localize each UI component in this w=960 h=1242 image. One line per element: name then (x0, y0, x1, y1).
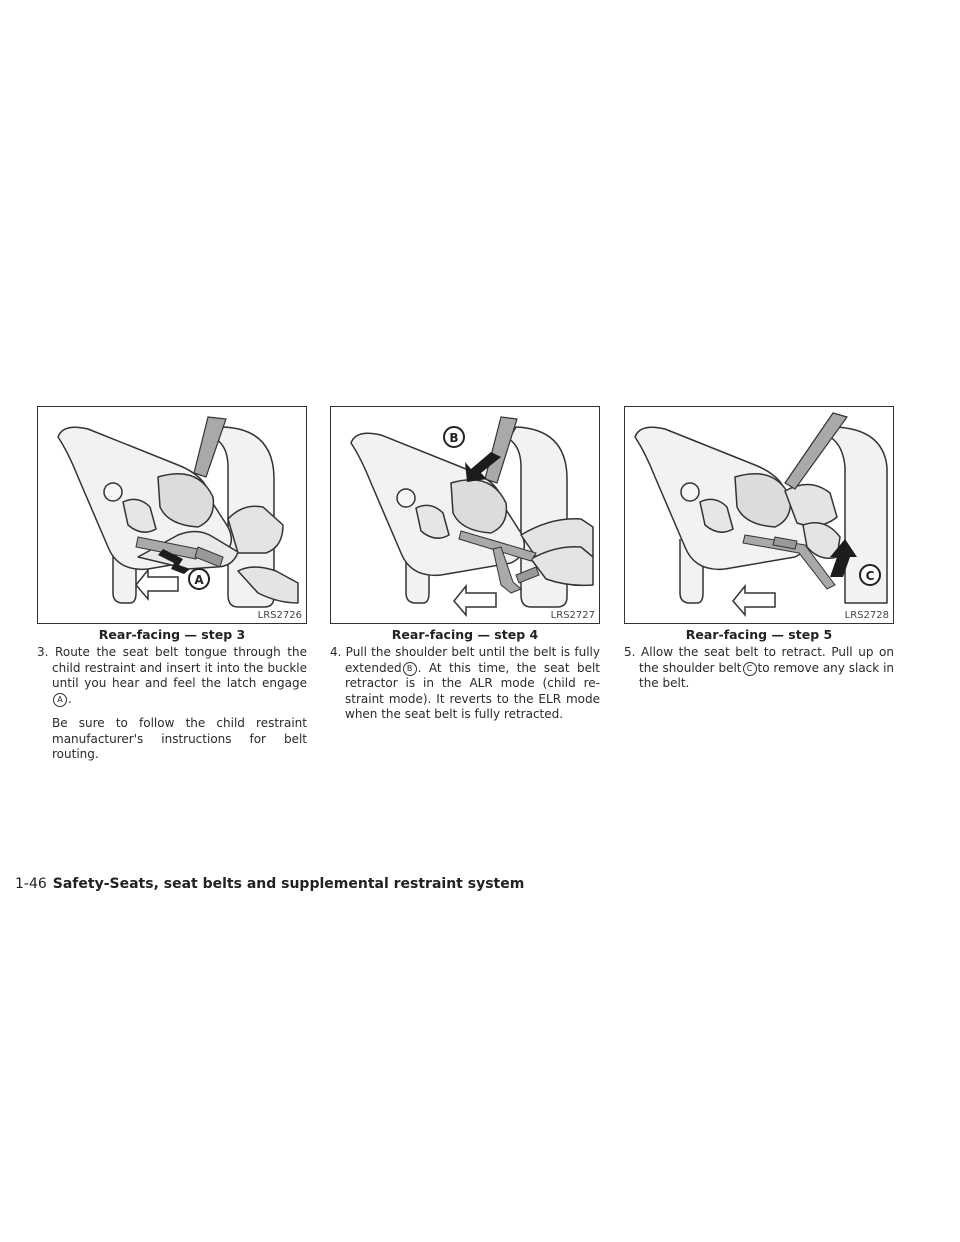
callout-c-icon: C (743, 662, 757, 676)
rear-facing-step-4-illustration (331, 407, 599, 623)
step-3-figure (37, 406, 307, 624)
section-title: Safety-Seats, seat belts and supplemental restraint system (52, 876, 525, 892)
figure-caption: Rear-facing — step 4 (391, 627, 539, 642)
step-text-part: 5. Allow the seat belt to retract. Pull up on the shoulder belt (624, 645, 894, 675)
figure-caption: Rear-facing — step 5 (685, 627, 833, 642)
callout-c-label: C (865, 569, 875, 583)
page-number: 1-46 (15, 876, 47, 892)
step-5-figure (624, 406, 894, 624)
step-text-part: . At this time, the seat belt retractor is in the ALR mode (child re-straint mode). It reverts to the ELR mode when the seat belt is fully retracted. (345, 660, 600, 721)
step-text-part: . (68, 691, 72, 706)
step-5-text (624, 645, 894, 692)
step-4-text (330, 645, 600, 723)
step-3-column (37, 406, 307, 763)
callout-a-label: A (194, 573, 204, 587)
step-4-column (330, 406, 600, 723)
callout-b-icon: B (403, 662, 417, 676)
figure-caption: Rear-facing — step 3 (98, 627, 246, 642)
step-5-column (624, 406, 894, 692)
callout-a-icon: A (53, 693, 67, 707)
figure-code: LRS2726 (257, 610, 302, 621)
figure-code: LRS2728 (844, 610, 889, 621)
step-text-part: to remove any slack in the belt. (639, 660, 895, 690)
rear-facing-step-3-illustration (38, 407, 306, 623)
rear-facing-step-5-illustration (625, 407, 893, 623)
callout-b-label: B (449, 431, 459, 445)
figure-code: LRS2727 (550, 610, 595, 621)
page-footer (15, 876, 524, 892)
step-3-note: Be sure to follow the child restraint manufacturer's instructions for belt routing. (52, 716, 307, 761)
step-3-text (37, 645, 307, 707)
step-4-figure (330, 406, 600, 624)
step-text-part: 4. Pull the shoulder belt until the belt is fully extended (330, 645, 600, 675)
step-text-part: 3. Route the seat belt tongue through the child restraint and insert it into the buckle until you hear and feel the latch engage (37, 645, 307, 690)
